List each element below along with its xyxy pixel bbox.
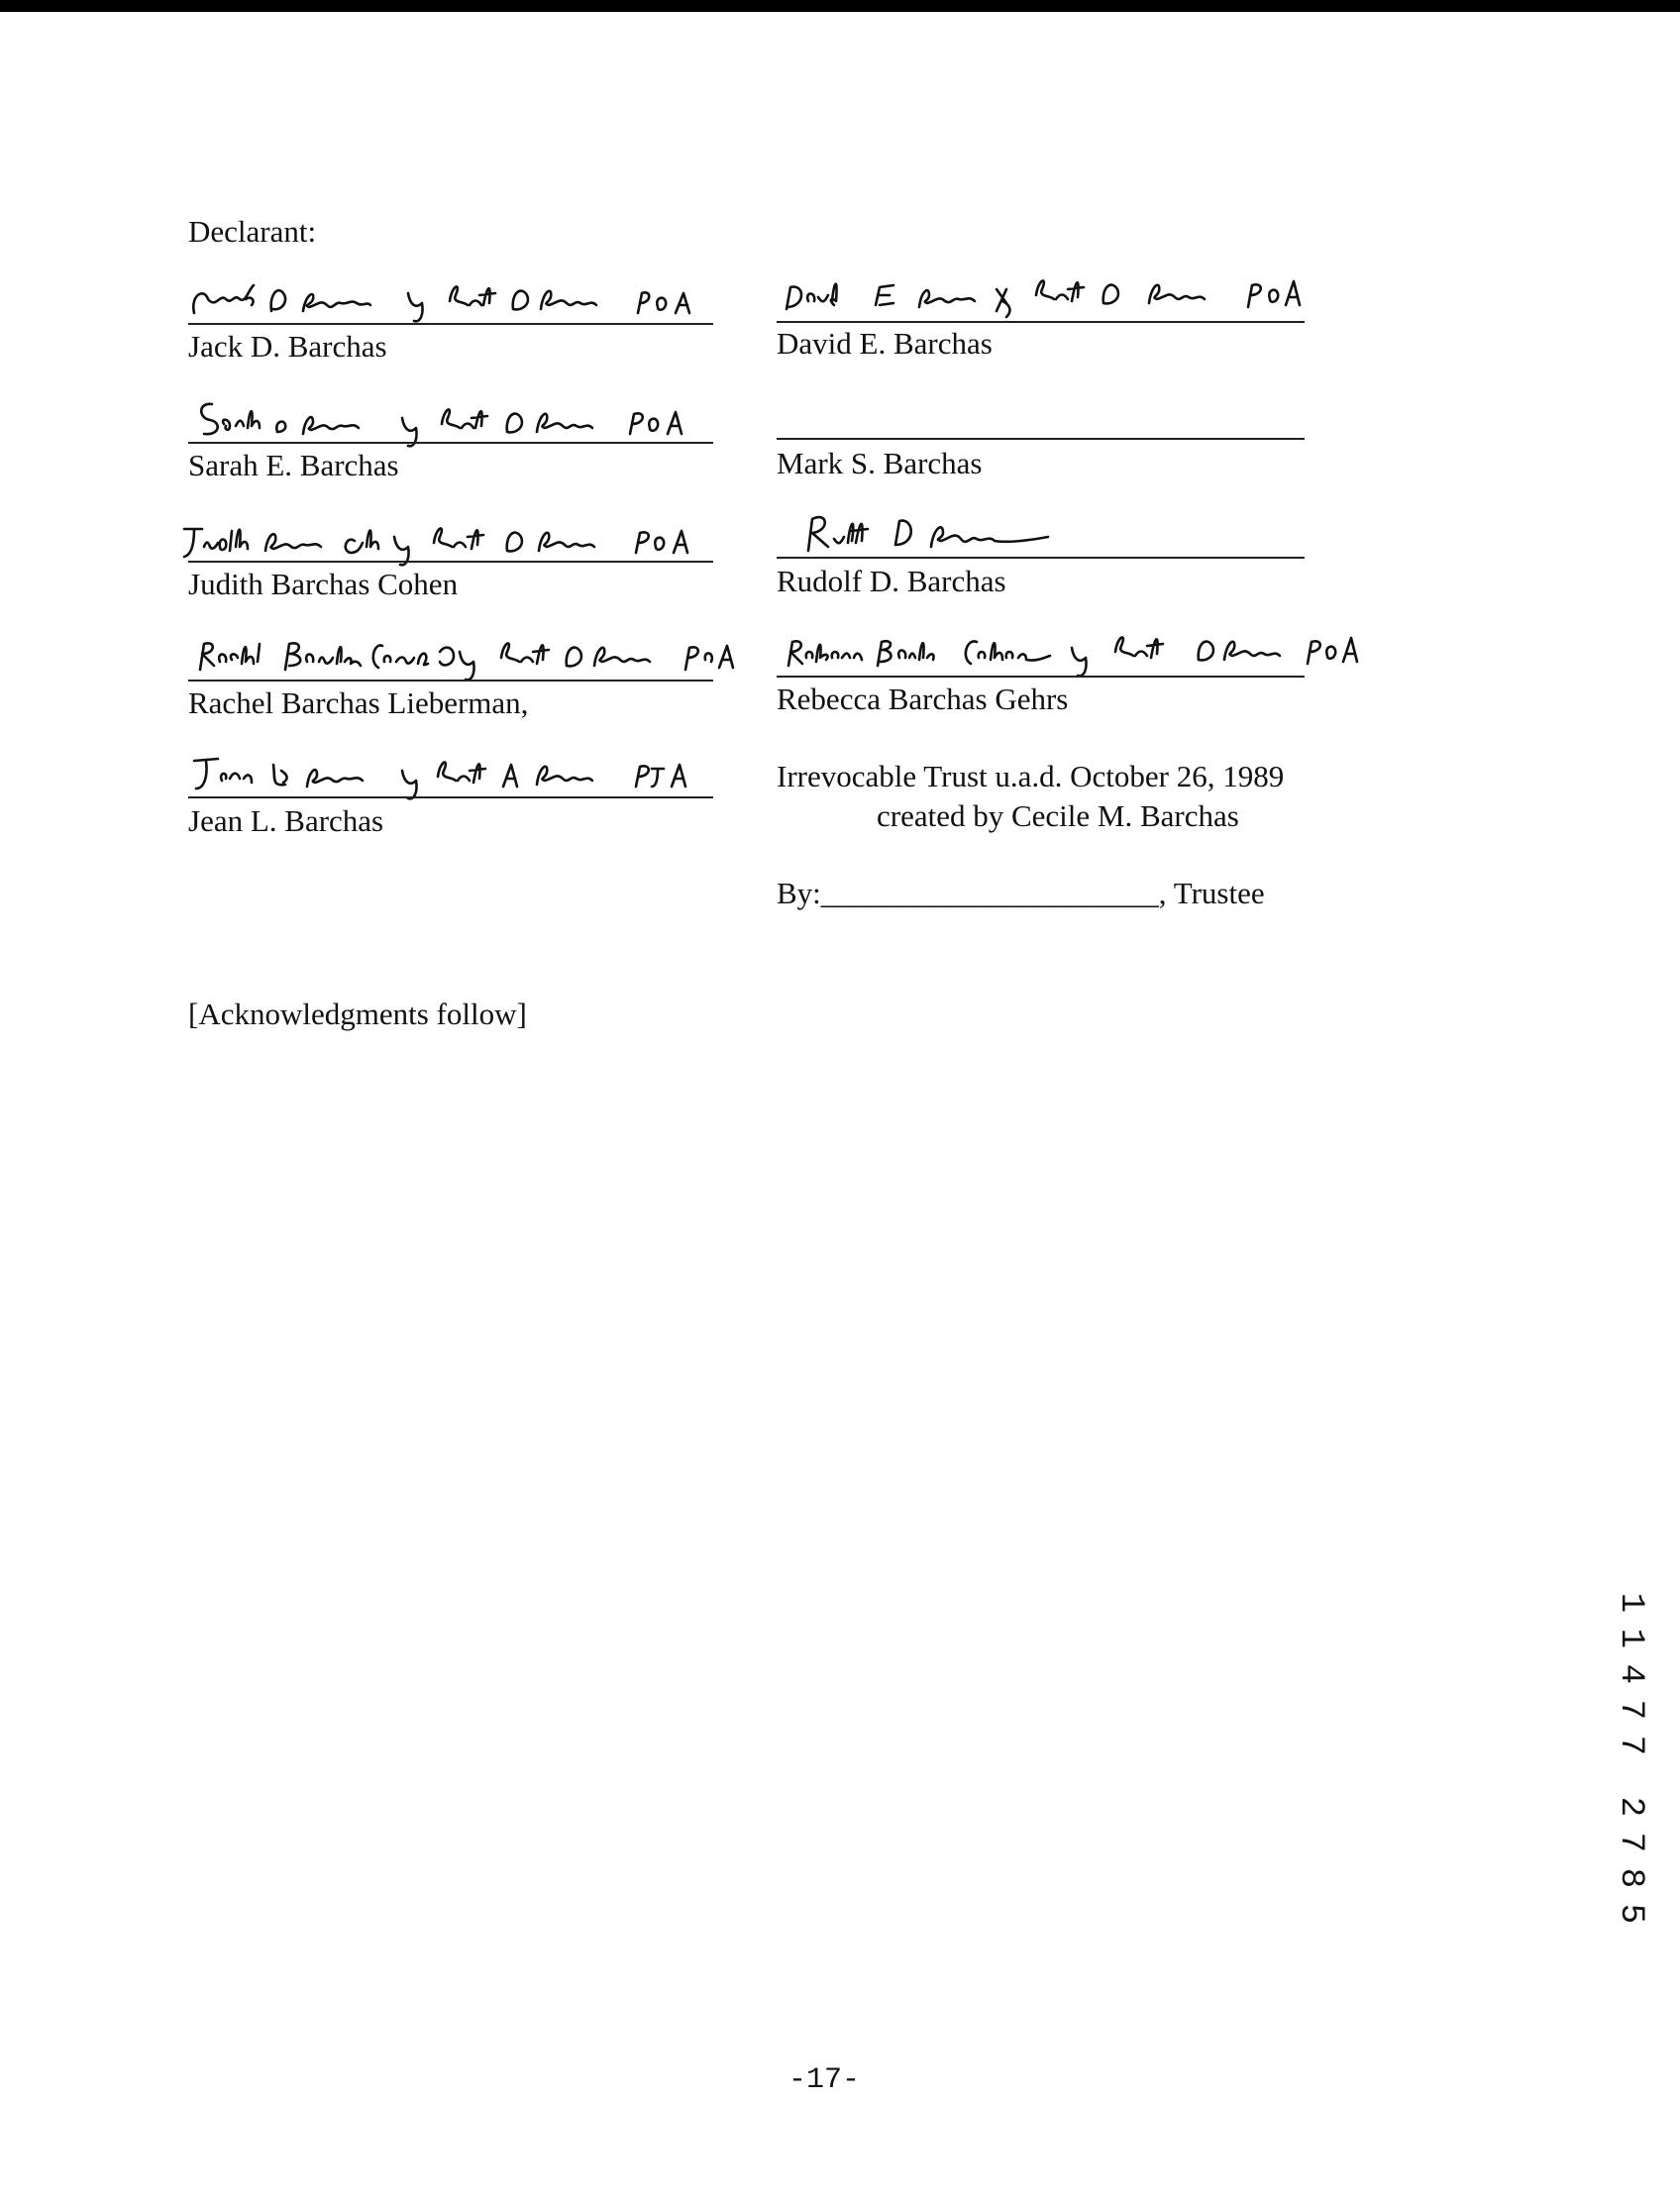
bates-number: 1 1 4 7 7 2 7 8 5	[1612, 1592, 1649, 1925]
signature-rudolf	[798, 501, 1076, 561]
signatory-name-david: David E. Barchas	[777, 326, 993, 361]
signatory-name-sarah: Sarah E. Barchas	[188, 448, 399, 482]
page-number: -17-	[788, 2063, 861, 2097]
signature-line-mark	[777, 438, 1305, 440]
signature-sarah	[194, 388, 709, 448]
signatory-name-mark: Mark S. Barchas	[777, 446, 983, 480]
signatory-name-judith: Judith Barchas Cohen	[188, 567, 459, 601]
signature-line-judith	[188, 561, 713, 563]
signature-line-rebecca	[777, 676, 1305, 678]
signature-david	[777, 262, 1331, 321]
trust-line-1: Irrevocable Trust u.a.d. October 26, 1989	[777, 759, 1285, 793]
signatory-name-jack: Jack D. Barchas	[188, 329, 387, 364]
signatory-name-rebecca: Rebecca Barchas Gehrs	[777, 682, 1069, 716]
signature-line-rachel	[188, 680, 713, 682]
signature-judith	[180, 507, 715, 567]
signature-rebecca	[783, 618, 1377, 678]
signature-line-sarah	[188, 442, 713, 444]
signature-line-jean	[188, 796, 713, 798]
declarant-heading: Declarant:	[188, 214, 317, 249]
scan-top-border	[0, 0, 1680, 12]
signature-line-david	[777, 321, 1305, 323]
signature-rachel	[194, 622, 749, 682]
signature-jack	[186, 265, 701, 325]
trustee-signature-line: By:______________________, Trustee	[777, 876, 1265, 910]
signatory-name-rudolf: Rudolf D. Barchas	[777, 564, 1006, 598]
signature-jean	[190, 741, 715, 800]
acknowledgments-note: [Acknowledgments follow]	[188, 997, 527, 1031]
signatory-name-rachel: Rachel Barchas Lieberman,	[188, 685, 529, 720]
signature-line-jack	[188, 323, 713, 325]
trust-line-2: created by Cecile M. Barchas	[877, 798, 1239, 833]
signature-line-rudolf	[777, 557, 1305, 559]
signatory-name-jean: Jean L. Barchas	[188, 803, 384, 838]
